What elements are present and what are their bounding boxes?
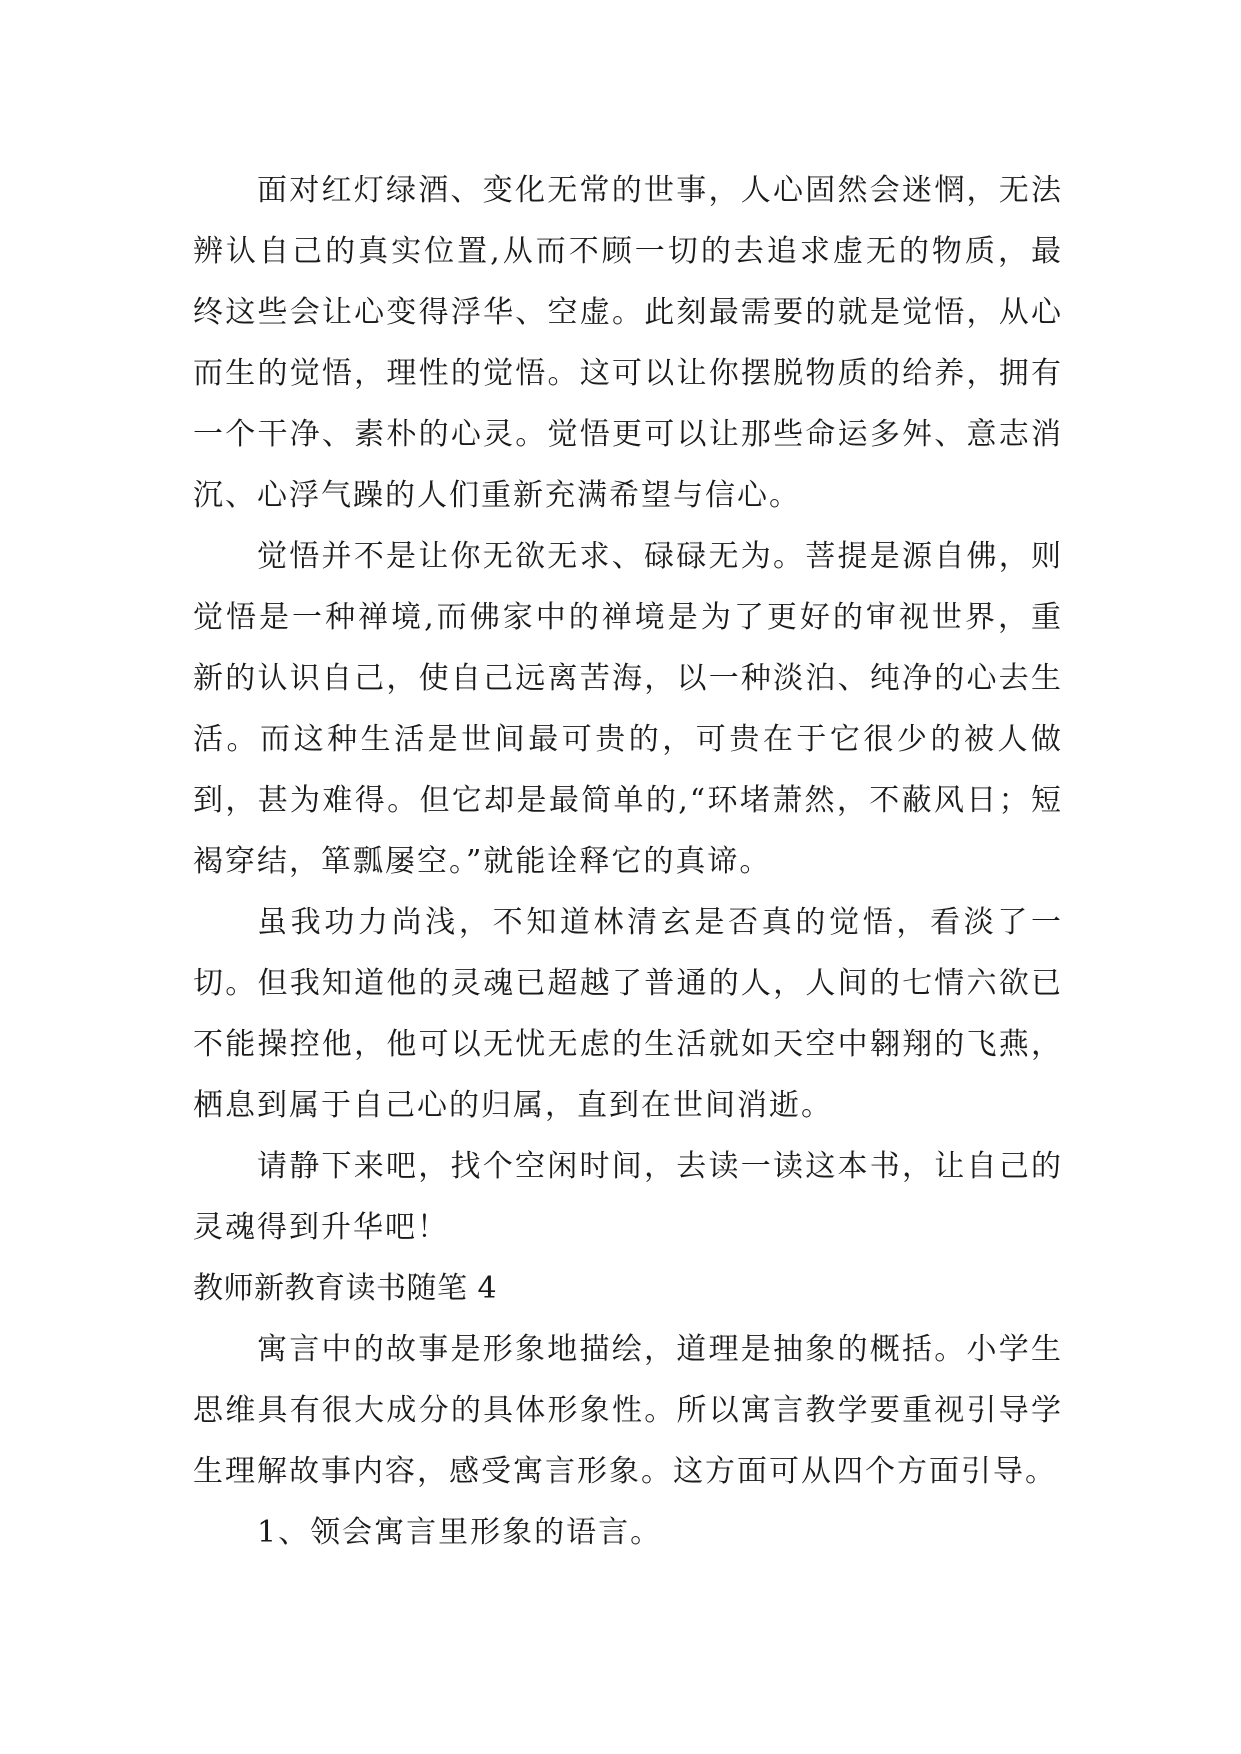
paragraph: 觉悟并不是让你无欲无求、碌碌无为。菩提是源自佛，则觉悟是一种禅境,而佛家中的禅境是为了更好的审视世界，重新的认识自己，使自己远离苦海，以一种淡泊、纯净的心去生活。而这种生活是世间最可贵的，可贵在于它很少的被人做到，甚为难得。但它却是最简单的,“环堵萧然，不蔽风日；短褐穿结，箪瓢屡空。”就能诠释它的真谛。 — [193, 539, 1063, 879]
document-body — [193, 160, 1063, 1563]
paragraph: 虽我功力尚浅，不知道林清玄是否真的觉悟，看淡了一切。但我知道他的灵魂已超越了普通的人，人间的七情六欲已不能操控他，他可以无忧无虑的生活就如天空中翱翔的飞燕，栖息到属于自己心的归属，直到在世间消逝。 — [193, 905, 1063, 1123]
paragraph: 面对红灯绿酒、变化无常的世事，人心固然会迷惘，无法辨认自己的真实位置,从而不顾一切的去追求虚无的物质，最终这些会让心变得浮华、空虚。此刻最需要的就是觉悟，从心而生的觉悟，理性的觉悟。这可以让你摆脱物质的给养，拥有一个干净、素朴的心灵。觉悟更可以让那些命运多舛、意志消沉、心浮气躁的人们重新充满希望与信心。 — [193, 173, 1063, 513]
list-item: 1、领会寓言里形象的语言。 — [257, 1515, 663, 1550]
paragraph: 请静下来吧，找个空闲时间，去读一读这本书，让自己的灵魂得到升华吧！ — [193, 1149, 1063, 1245]
section-heading: 教师新教育读书随笔 4 — [193, 1271, 498, 1306]
paragraph: 寓言中的故事是形象地描绘，道理是抽象的概括。小学生思维具有很大成分的具体形象性。所以寓言教学要重视引导学生理解故事内容，感受寓言形象。这方面可从四个方面引导。 — [193, 1332, 1063, 1489]
